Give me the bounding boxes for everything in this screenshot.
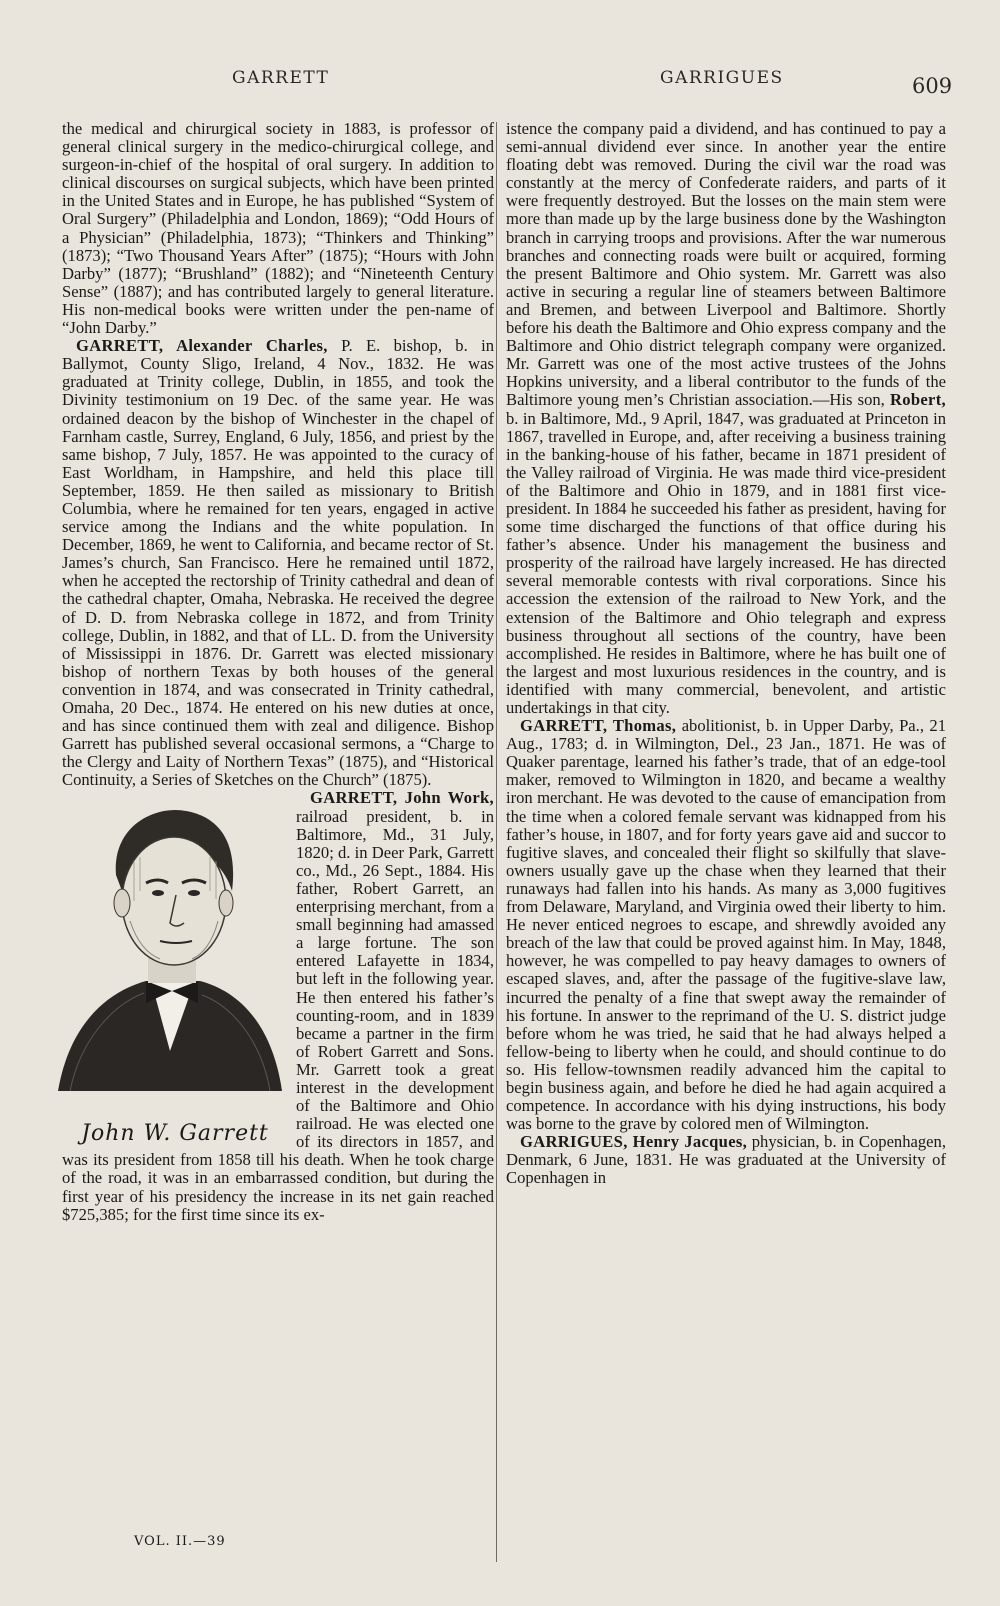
left-column [62, 120, 494, 1224]
entry-text: istence the company paid a dividend, and has continued to pay a semi-annual dividend ever since. In another year the entire floating debt was removed. During the civil war the road was constantly at the mercy of Confederate raiders, and parts of it were frequently destroyed. But the losses on the main stem were more than made up by the large business done by the Washington branch in carrying troops and provisions. After the war numerous branches and connecting roads were built or acquired, forming the present Baltimore and Ohio system. Mr. Garrett was also active in securing a regular line of steamers between Baltimore and Bremen, and between Liverpool and Baltimore. Shortly before his death the Baltimore and Ohio express company and the Baltimore and Ohio district telegraph company were organized. Mr. Garrett was one of the most active trustees of the Johns Hopkins university, and a liberal contributor to the funds of the Baltimore young men’s Christian association.—His son, [506, 119, 946, 410]
entry-text: P. E. bishop, b. in Ballymot, County Sligo, Ireland, 4 Nov., 1832. He was graduated at Trinity college, Dublin, in 1855, and took the Divinity testimonium on 19 Dec. of the same year. He was ordained deacon by the bishop of Winchester in the chapel of Farnham castle, Surrey, England, 6 July, 1856, and priest by the same bishop, 7 July, 1857. He was appointed to the curacy of East Worldham, in Hampshire, and held this place till September, 1859. He then sailed as missionary to British Columbia, where he remained for ten years, engaged in active service among the Indians and the white population. In December, 1869, he went to California, and became rector of St. James’s church, San Francisco. Here he remained until 1872, when he accepted the rectorship of Trinity cathedral and dean of the cathedral chapter, Omaha, Nebraska. He received the degree of D. D. from Nebraska college in 1872, and from Trinity college, Dublin, in 1882, and that of LL. D. from the University of Mississippi in 1876. Dr. Garrett was elected missionary bishop of northern Texas by both houses of the general convention in 1874, and was consecrated in Trinity cathedral, Omaha, 20 Dec., 1874. He entered on his new duties at once, and has since continued them with zeal and diligence. Bishop Garrett has published several occasional sermons, a “Charge to the Clergy and Laity of Northern Texas” (1875), and “Historical Continuity, a Series of Sketches on the Church” (1875). [62, 336, 494, 790]
entry-alexander-charles [62, 337, 494, 789]
entry-continuation-text: the medical and chirurgical society in 1883, is professor of general clinical surgery in the medico-chirurgical college, and surgeon-in-chief of the hospital of oral surgery. In addition to clinical discourses on surgical subjects, which have been printed in the United States and in Europe, he has published “System of Oral Surgery” (Philadelphia and London, 1869); “Odd Hours of a Physician” (Philadelphia, 1873); “Thinkers and Thinking” (1873); “Two Thousand Years After” (1875); “Hours with John Darby” (1877); “Brushland” (1882); and “Nineteenth Century Sense” (1887); and has contributed largely to general literature. His non-medical books were written under the pen-name of “John Darby.” [62, 119, 494, 338]
entry-thomas [506, 717, 946, 1133]
entry-headword: GARRETT, Alexander Charles, [76, 336, 328, 356]
entry-text: physician, b. in Copenhagen, Denmark, 6 June, 1831. He was graduated at the University of Copenhagen in [506, 1132, 946, 1188]
entry-subheadword: Robert, [889, 390, 946, 410]
signature: John W. Garrett [81, 1121, 269, 1147]
entry-headword: GARRETT, John Work, [310, 788, 494, 808]
entry-henry-jacques [506, 1133, 946, 1187]
running-head-left: GARRETT [232, 68, 330, 88]
entry-headword: GARRETT, Thomas, [520, 716, 677, 736]
entry-text: railroad president, b. in Baltimore, Md., 31 July, 1820; d. in Deer Park, Garrett co., Md., 26 Sept., 1884. His father, Robert Garrett, an enterprising merchant, from a small beginning had amassed a large fortune. The son entered Lafayette in 1834, but left in the following year. He then entered his father’s counting-room, and in 1839 became a partner in the firm of Robert Garrett and Sons. Mr. Garrett took a great interest in the development of the Baltimore and Ohio railroad. He was elected one of its directors in 1857, and was its president from 1858 till his death. When he took charge of the road, it was in an embarrassed condition, but during the first year of his presidency the increase in its net gain reached $725,385; for the first time since its ex- [62, 806, 494, 1224]
column-rule [496, 122, 497, 1562]
right-column [506, 120, 946, 1188]
entry-headword: GARRIGUES, Henry Jacques, [520, 1132, 748, 1152]
signature-mark: VOL. II.—39 [134, 1534, 226, 1549]
entry-text: abolitionist, b. in Upper Darby, Pa., 21 Aug., 1783; d. in Wilmington, Del., 23 Jan., 1871. He was of Quaker parentage, learned his father’s trade, that of an edge-tool maker, removed to Wilmington in 1820, and became a wealthy iron merchant. He was devoted to the cause of emancipation from the time when a colored female servant was kidnapped from his father’s house, in 1807, and for forty years gave aid and succor to fugitive slaves, and concealed their flight so skilfully that slave-owners usually gave up the chase when they learned that their runaways had fallen into his hands. As many as 3,000 fugitives from Delaware, Maryland, and Virginia owed their liberty to him. He never enticed negroes to escape, and shrewdly avoided any breach of the law that could be proved against him. In May, 1848, however, he was compelled to pay heavy damages to owners of escaped slaves, and, after the passage of the fugitive-slave law, incurred the penalty of a fine that swept away the remainder of his fortune. In answer to the reprimand of the U. S. district judge before whom he was tried, he said that he had always helped a fellow-being to liberty when he could, and should continue to do so. His fellow-townsmen readily advanced him the capital to begin business again, and before he died he had again acquired a competence. In accordance with his dying instructions, his body was borne to the grave by colored men of Wilmington. [506, 716, 947, 1134]
entry-text: b. in Baltimore, Md., 9 April, 1847, was graduated at Princeton in 1867, travelled in Europe, and, after receiving a business training in the banking-house of his father, became in 1871 president of the Valley railroad of Virginia. He was made third vice-president of the Baltimore and Ohio in 1879, and in 1881 first vice-president. In 1884 he succeeded his father as president, having for some time discharged the functions of that office during his father’s absence. Under his management the business and prosperity of the railroad have largely increased. He has directed several memorable contests with rival corporations. Since his accession the extension of the railroad to New York, and the extension of the Baltimore and Ohio telegraph and express business throughout all sections of the country, have been accomplished. He resides in Baltimore, where he has built one of the largest and most luxurious residences in the country, and is identified with many commercial, benevolent, and artistic undertakings in that city. [506, 408, 946, 717]
entry-john-work-continued [506, 120, 946, 717]
portrait-illustration [50, 791, 286, 1111]
portrait-engraving [50, 791, 286, 1149]
entry-john-work [62, 789, 494, 1223]
running-head-right: GARRIGUES [660, 68, 784, 88]
page-number: 609 [912, 74, 953, 98]
